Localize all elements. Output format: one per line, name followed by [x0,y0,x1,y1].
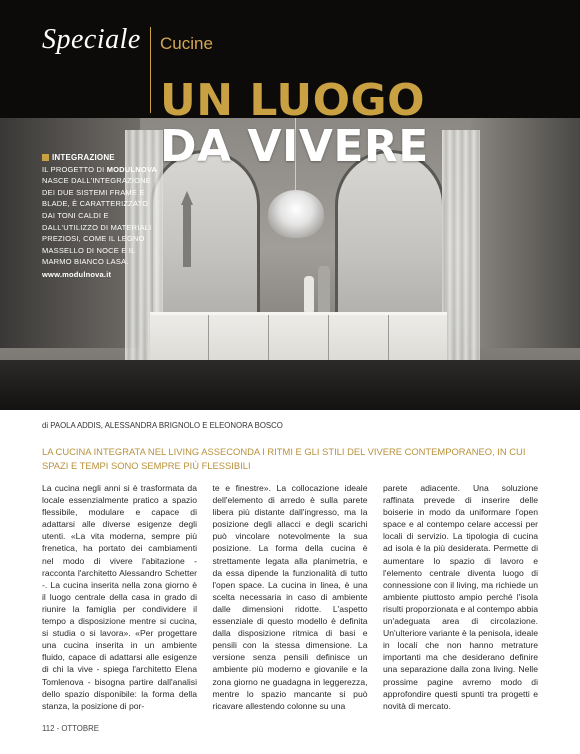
vase-white [304,276,314,312]
headline-line-2: DA VIVERE [160,121,429,172]
floor [0,360,580,410]
caption-square-icon [42,154,49,161]
column-1: La cucina negli anni si è trasformata da locale essenzialmente pratico a spazio flessibile, modulare e capace di adattarsi alle diverse esigenze degli utenti. «La vita moderna, sempre più frenetica, ha portato dei cambiamenti nel modo di vivere l'abitazione - racconta l'architetto Alessandro Schetter -. La cucina inserita nella zona giorno è il luogo centrale della casa in grado di riunire la famiglia per condividere il tempo a disposizione mentre si cucina, si studia o si lavora». «Per progettare una cucina inserita in un ambiente fluido, capace di adattarsi alle esigenze di chi la vive - spiega l'architetto Elena Tomlenova - bisogna partire dall'analisi dello spazio disponibile: la forma della stanza, la posizione di por- [42,483,197,711]
header-divider [150,27,151,113]
caption-heading: INTEGRAZIONE [42,152,160,164]
arched-window-left [150,150,260,320]
page-folio: 112 - OTTOBRE [42,724,99,733]
category-label: Cucine [160,34,213,53]
byline: di PAOLA ADDIS, ALESSANDRA BRIGNOLO E ELEONORA BOSCO [42,421,283,430]
vase-grey [318,266,330,312]
chandelier [268,190,324,238]
bell-tower-silhouette [183,205,191,267]
headline-line-1: UN LUOGO [160,75,425,126]
caption-url: www.modulnova.it [42,269,112,279]
arched-window-right [335,150,445,320]
column-2: te e finestre». La collocazione ideale dell'elemento di arredo è sulla parete libera più distante dall'ingresso, ma la posizione degli allacci e degli scarichi può vincolare notevolmente la sua posizione. La forma della cucina è strettamente legata alla planimetria, e da essa dipende la funzionalità di tutto l'open space. La cucina in linea, è una scelta necessaria in caso di ambiente dalle dimensioni ridotte. L'aspetto essenziale di questo modello è definita dalla disposizione ritmica di basi e pensili con la stessa dimensione. La versione senza pensili definisce un ambiente più moderno e giovanile e la zona giorno ne guadagna in leggerezza, mentre lo spazio mancante si può ricavare allestendo colonne su una [212,483,368,711]
section-label: Speciale [42,24,141,55]
article-lead: LA CUCINA INTEGRATA NEL LIVING ASSECONDA I RITMI E GLI STILI DEL VIVERE CONTEMPORANEO, IN CUI SPAZI E TEMPI SONO SEMPRE PIÙ FLESSIBILI [42,446,526,471]
article-body [42,482,538,712]
right-wall [470,118,580,348]
caption-brand: MODULNOVA [106,164,158,174]
column-3: parete adiacente. Una soluzione raffinata prevede di inserire delle boiserie in modo da uniformare l'open space e al contempo celare accessi per locali di servizio. La tipologia di cucina ad isola è la più desiderata. Permette di aumentare lo spazio di lavoro e l'elemento centrale diventa luogo di connessione con il living, ma richiede un ambiente piuttosto ampio perché l'isola risulti proporzionata e al contempo abbia un'adeguata area di circolazione. Un'ulteriore variante è la penisola, ideale in locali che non hanno metrature importanti ma che desiderano definire una separazione dalla zona living. Nelle prossime pagine avremo modo di approfondire questi spunti tra progetti e novità di mercato. [383,483,538,711]
caption-body: IL PROGETTO DI MODULNOVA NASCE DALL'INTEGRAZIONE DEI DUE SISTEMI FRAME E BLADE, È CARATTERIZZATO DAI TONI CALDI E DALL'UTILIZZO DI MATERIALI PREZIOSI, COME IL LEGNO MASSELLO DI NOCE E IL MARMO BIANCO LASA. [42,164,158,267]
photo-caption [42,152,160,281]
curtain-right [442,130,480,360]
